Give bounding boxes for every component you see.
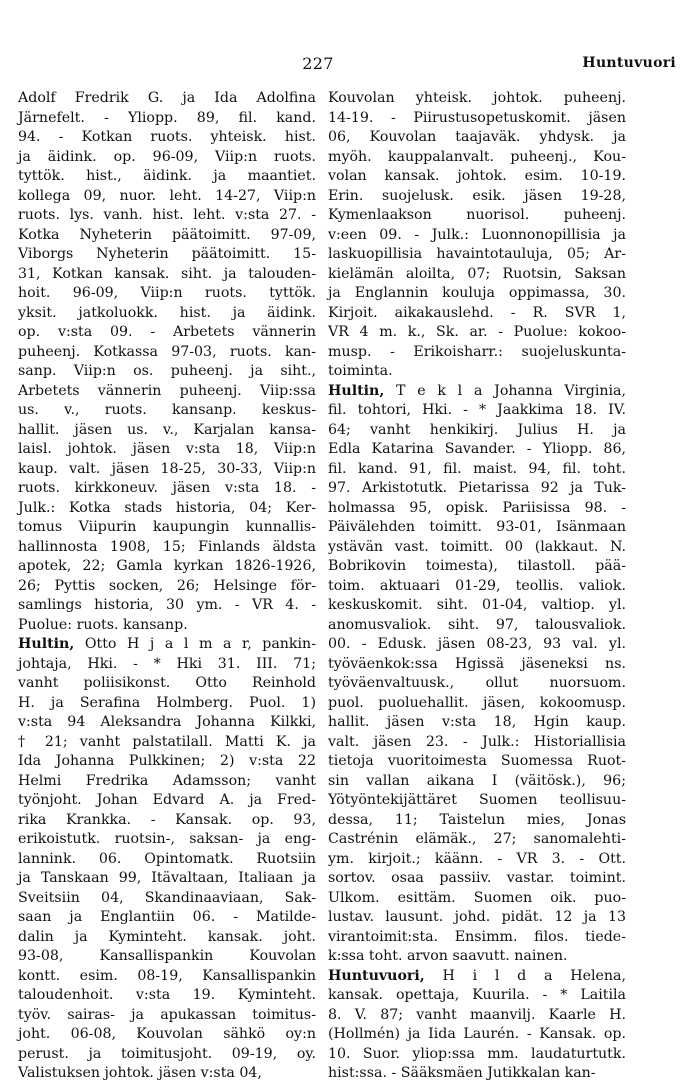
text-line: johtaja, Hki. - * Hki 31. III. 71; bbox=[18, 655, 316, 672]
text-line: op. v:sta 09. - Arbetets vännerin bbox=[18, 324, 316, 340]
text-line: työv. sairas- ja apukassan toimitus- bbox=[18, 1006, 316, 1023]
text-line: ystävän vast. toimitt. 00 (lakkaut. N. bbox=[328, 538, 626, 555]
text-line: saan ja Englantiin 06. - Matilde- bbox=[18, 909, 316, 925]
text-line: tomus Viipurin kaupungin kunnallis- bbox=[18, 519, 316, 535]
text-line: 93-08, Kansallispankin Kouvolan bbox=[18, 948, 316, 964]
text-line: Ulkom. esittäm. Suomen oik. puo- bbox=[328, 889, 626, 906]
text-line: Sveitsiin 04, Skandinaaviaan, Sak- bbox=[18, 889, 316, 906]
text-line: puol. puoluehallit. jäsen, kokoomusp. bbox=[328, 694, 626, 711]
text-line: erikoistutk. ruotsin-, saksan- ja eng- bbox=[18, 831, 316, 847]
text-line: dalin ja Kyminteht. kansak. joht. bbox=[18, 928, 316, 945]
text-line: kaup. valt. jäsen 18-25, 30-33, Viip:n bbox=[18, 460, 316, 477]
text-line: myöh. kauppalanvalt. puheenj., Kou- bbox=[328, 148, 626, 165]
text-line: H. ja Serafina Holmberg. Puol. 1) bbox=[18, 694, 316, 711]
text-line: Castrénin elämäk., 27; sanomalehti- bbox=[328, 831, 626, 847]
text-line: hallit. jäsen us. v., Karjalan kansa- bbox=[18, 421, 316, 438]
text-line: 8. V. 87; vanht maanvilj. Kaarle H. bbox=[328, 1006, 626, 1023]
text-line: lannink. 06. Opintomatk. Ruotsiin bbox=[18, 850, 316, 867]
text-line: hoit. 96-09, Viip:n ruots. tyttök. bbox=[18, 285, 316, 301]
right-column bbox=[328, 89, 626, 1084]
text-line: keskuskomit. siht. 01-04, valtiop. yl. bbox=[328, 597, 626, 613]
text-line: Puolue: ruots. kansanp. bbox=[18, 616, 188, 633]
text-line: tietoja vuoritoimesta Suomessa Ruot- bbox=[328, 753, 626, 769]
text-line: dessa, 11; Taistelun mies, Jonas bbox=[328, 811, 626, 828]
text-line: 97. Arkistotutk. Pietarissa 92 ja Tuk- bbox=[328, 480, 626, 496]
text-line: ja Tanskaan 99, Itävaltaan, Italiaan ja bbox=[18, 870, 316, 886]
text-line: sortov. osaa passiiv. vastar. toimint. bbox=[328, 870, 626, 886]
text-line: työväenvaltuusk., ollut nuorsuom. bbox=[328, 675, 626, 691]
text-line: us. v., ruots. kansanp. keskus- bbox=[18, 402, 316, 418]
text-line: joht. 06-08, Kouvolan sähkö oy:n bbox=[18, 1026, 316, 1042]
text-line: anomusvaliok. siht. 97, talousvaliok. bbox=[328, 616, 626, 633]
text-line: Erin. suojelusk. esik. jäsen 19-28, bbox=[328, 187, 626, 204]
text-line: fil. kand. 91, fil. maist. 94, fil. toht. bbox=[328, 460, 626, 477]
text-line: 31, Kotkan kansak. siht. ja talouden- bbox=[18, 265, 316, 282]
text-line: (Hollmén) ja Iida Laurén. - Kansak. op. bbox=[328, 1026, 626, 1042]
text-line: v:sta 94 Aleksandra Johanna Kilkki, bbox=[18, 714, 316, 730]
text-line: Edla Katarina Savander. - Yliopp. 86, bbox=[328, 441, 626, 457]
text-line: 94. - Kotkan ruots. yhteisk. hist. bbox=[18, 129, 316, 145]
text-line: Julk.: Kotka stads historia, 04; Ker- bbox=[18, 499, 316, 516]
text-line: 64; vanht henkikirj. Julius H. ja bbox=[328, 421, 626, 438]
text-line: työnjoht. Johan Edvard A. ja Fred- bbox=[18, 792, 316, 808]
page-number: 227 bbox=[302, 54, 334, 73]
text-line: puheenj. Kotkassa 97-03, ruots. kan- bbox=[18, 343, 316, 360]
text-line: kollega 09, nuor. leht. 14-27, Viip:n bbox=[18, 187, 316, 204]
text-line: Ida Johanna Pulkkinen; 2) v:sta 22 bbox=[18, 753, 316, 769]
text-line: tyttök. hist., äidink. ja maantiet. bbox=[18, 168, 316, 184]
text-line: ja äidink. op. 96-09, Viip:n ruots. bbox=[18, 148, 316, 165]
text-line: hist:ssa. - Sääksmäen Jutikkalan kan- bbox=[328, 1065, 596, 1081]
text-line: Huntuvuori, H i l d a Helena, bbox=[328, 967, 627, 984]
text-line: Hultin, Otto H j a l m a r, pankin- bbox=[18, 636, 316, 652]
text-line: sin vallan aikana I (väitösk.), 96; bbox=[328, 772, 626, 789]
text-line: laisl. johtok. jäsen v:sta 18, Viip:n bbox=[18, 441, 316, 457]
text-line: toim. aktuaari 01-29, teollis. valiok. bbox=[328, 577, 626, 594]
text-line: Hultin, T e k l a Johanna Virginia, bbox=[328, 382, 626, 399]
text-line: k:ssa toht. arvon saavutt. nainen. bbox=[328, 948, 568, 964]
text-line: Yötyöntekijättäret Suomen teollisuu- bbox=[328, 792, 626, 808]
text-line: ruots. lys. vanh. hist. leht. v:sta 27. - bbox=[18, 207, 316, 223]
text-line: 10. Suor. yliop:ssa mm. laudaturtutk. bbox=[328, 1045, 626, 1062]
text-line: Arbetets vännerin puheenj. Viip:ssa bbox=[18, 382, 316, 399]
text-line: 00. - Edusk. jäsen 08-23, 93 val. yl. bbox=[328, 636, 626, 652]
text-line: valt. jäsen 23. - Julk.: Historiallisia bbox=[328, 733, 626, 750]
text-line: yksit. jatkoluokk. hist. ja äidink. bbox=[18, 304, 316, 321]
text-line: volan kansak. johtok. esim. 10-19. bbox=[328, 168, 626, 184]
text-line: sanp. Viip:n os. puheenj. ja siht., bbox=[18, 363, 316, 379]
text-line: taloudenhoit. v:sta 19. Kyminteht. bbox=[18, 987, 316, 1003]
text-line: v:een 09. - Julk.: Luonnonopillisia ja bbox=[328, 226, 626, 243]
text-line: † 21; vanht palstatilall. Matti K. ja bbox=[18, 733, 316, 750]
text-line: lustav. lausunt. johd. pidät. 12 ja 13 bbox=[328, 909, 626, 925]
text-line: ym. kirjoit.; käänn. - VR 3. - Ott. bbox=[328, 850, 626, 867]
text-line: hallit. jäsen v:sta 18, Hgin kaup. bbox=[328, 714, 626, 730]
text-line: samlings historia, 30 ym. - VR 4. - bbox=[18, 597, 316, 613]
text-line: ja Englannin kouluja oppimassa, 30. bbox=[328, 285, 626, 301]
left-column bbox=[18, 89, 316, 1084]
text-line: toiminta. bbox=[328, 363, 393, 379]
text-line: Kymenlaakson nuorisol. puheenj. bbox=[328, 207, 626, 223]
text-line: työväenkok:ssa Hgissä jäseneksi ns. bbox=[328, 655, 626, 672]
text-line: Kirjoit. aikakauslehd. - R. SVR 1, bbox=[328, 304, 626, 321]
text-line: 06, Kouvolan taajaväk. yhdysk. ja bbox=[328, 129, 626, 145]
text-line: fil. tohtori, Hki. - * Jaakkima 18. IV. bbox=[328, 402, 626, 418]
text-line: holmassa 95, opisk. Pariisissa 98. - bbox=[328, 499, 626, 516]
text-line: Päivälehden toimitt. 93-01, Isänmaan bbox=[328, 519, 626, 535]
text-line: 14-19. - Piirustusopetuskomit. jäsen bbox=[328, 109, 626, 126]
text-line: 26; Pyttis socken, 26; Helsinge för- bbox=[18, 577, 316, 594]
text-line: Bobrikovin toimesta), tilastoll. pää- bbox=[328, 558, 626, 574]
text-line: kansak. opettaja, Kuurila. - * Laitila bbox=[328, 987, 626, 1003]
text-line: VR 4 m. k., Sk. ar. - Puolue: kokoo- bbox=[328, 324, 626, 340]
text-line: Valistuksen johtok. jäsen v:sta 04, bbox=[18, 1065, 262, 1081]
text-line: kielämän aloilta, 07; Ruotsin, Saksan bbox=[328, 265, 626, 282]
text-line: musp. - Erikoisharr.: suojeluskunta- bbox=[328, 343, 626, 360]
text-line: apotek, 22; Gamla kyrkan 1826-1926, bbox=[18, 558, 316, 574]
text-line: Viborgs Nyheterin päätoimitt. 15- bbox=[18, 246, 316, 262]
text-line: vanht poliisikonst. Otto Reinhold bbox=[18, 675, 316, 691]
text-line: Kouvolan yhteisk. johtok. puheenj. bbox=[328, 90, 626, 106]
running-head: Huntuvuori bbox=[582, 55, 676, 71]
text-line: laskuopillisia havaintotauluja, 05; Ar- bbox=[328, 246, 626, 262]
text-line: ruots. kirkkoneuv. jäsen v:sta 18. - bbox=[18, 480, 316, 496]
text-line: Adolf Fredrik G. ja Ida Adolfina bbox=[18, 90, 316, 106]
text-line: perust. ja toimitusjoht. 09-19, oy. bbox=[18, 1045, 316, 1062]
text-line: Helmi Fredrika Adamsson; vanht bbox=[18, 772, 316, 789]
text-line: rika Krankka. - Kansak. op. 93, bbox=[18, 811, 316, 828]
text-line: Kotka Nyheterin päätoimitt. 97-09, bbox=[18, 226, 316, 243]
text-line: hallinnosta 1908, 15; Finlands äldsta bbox=[18, 538, 316, 555]
text-line: Järnefelt. - Yliopp. 89, fil. kand. bbox=[18, 109, 316, 126]
text-line: virantoimit:sta. Ensimm. filos. tiede- bbox=[328, 928, 626, 945]
text-line: kontt. esim. 08-19, Kansallispankin bbox=[18, 967, 316, 984]
